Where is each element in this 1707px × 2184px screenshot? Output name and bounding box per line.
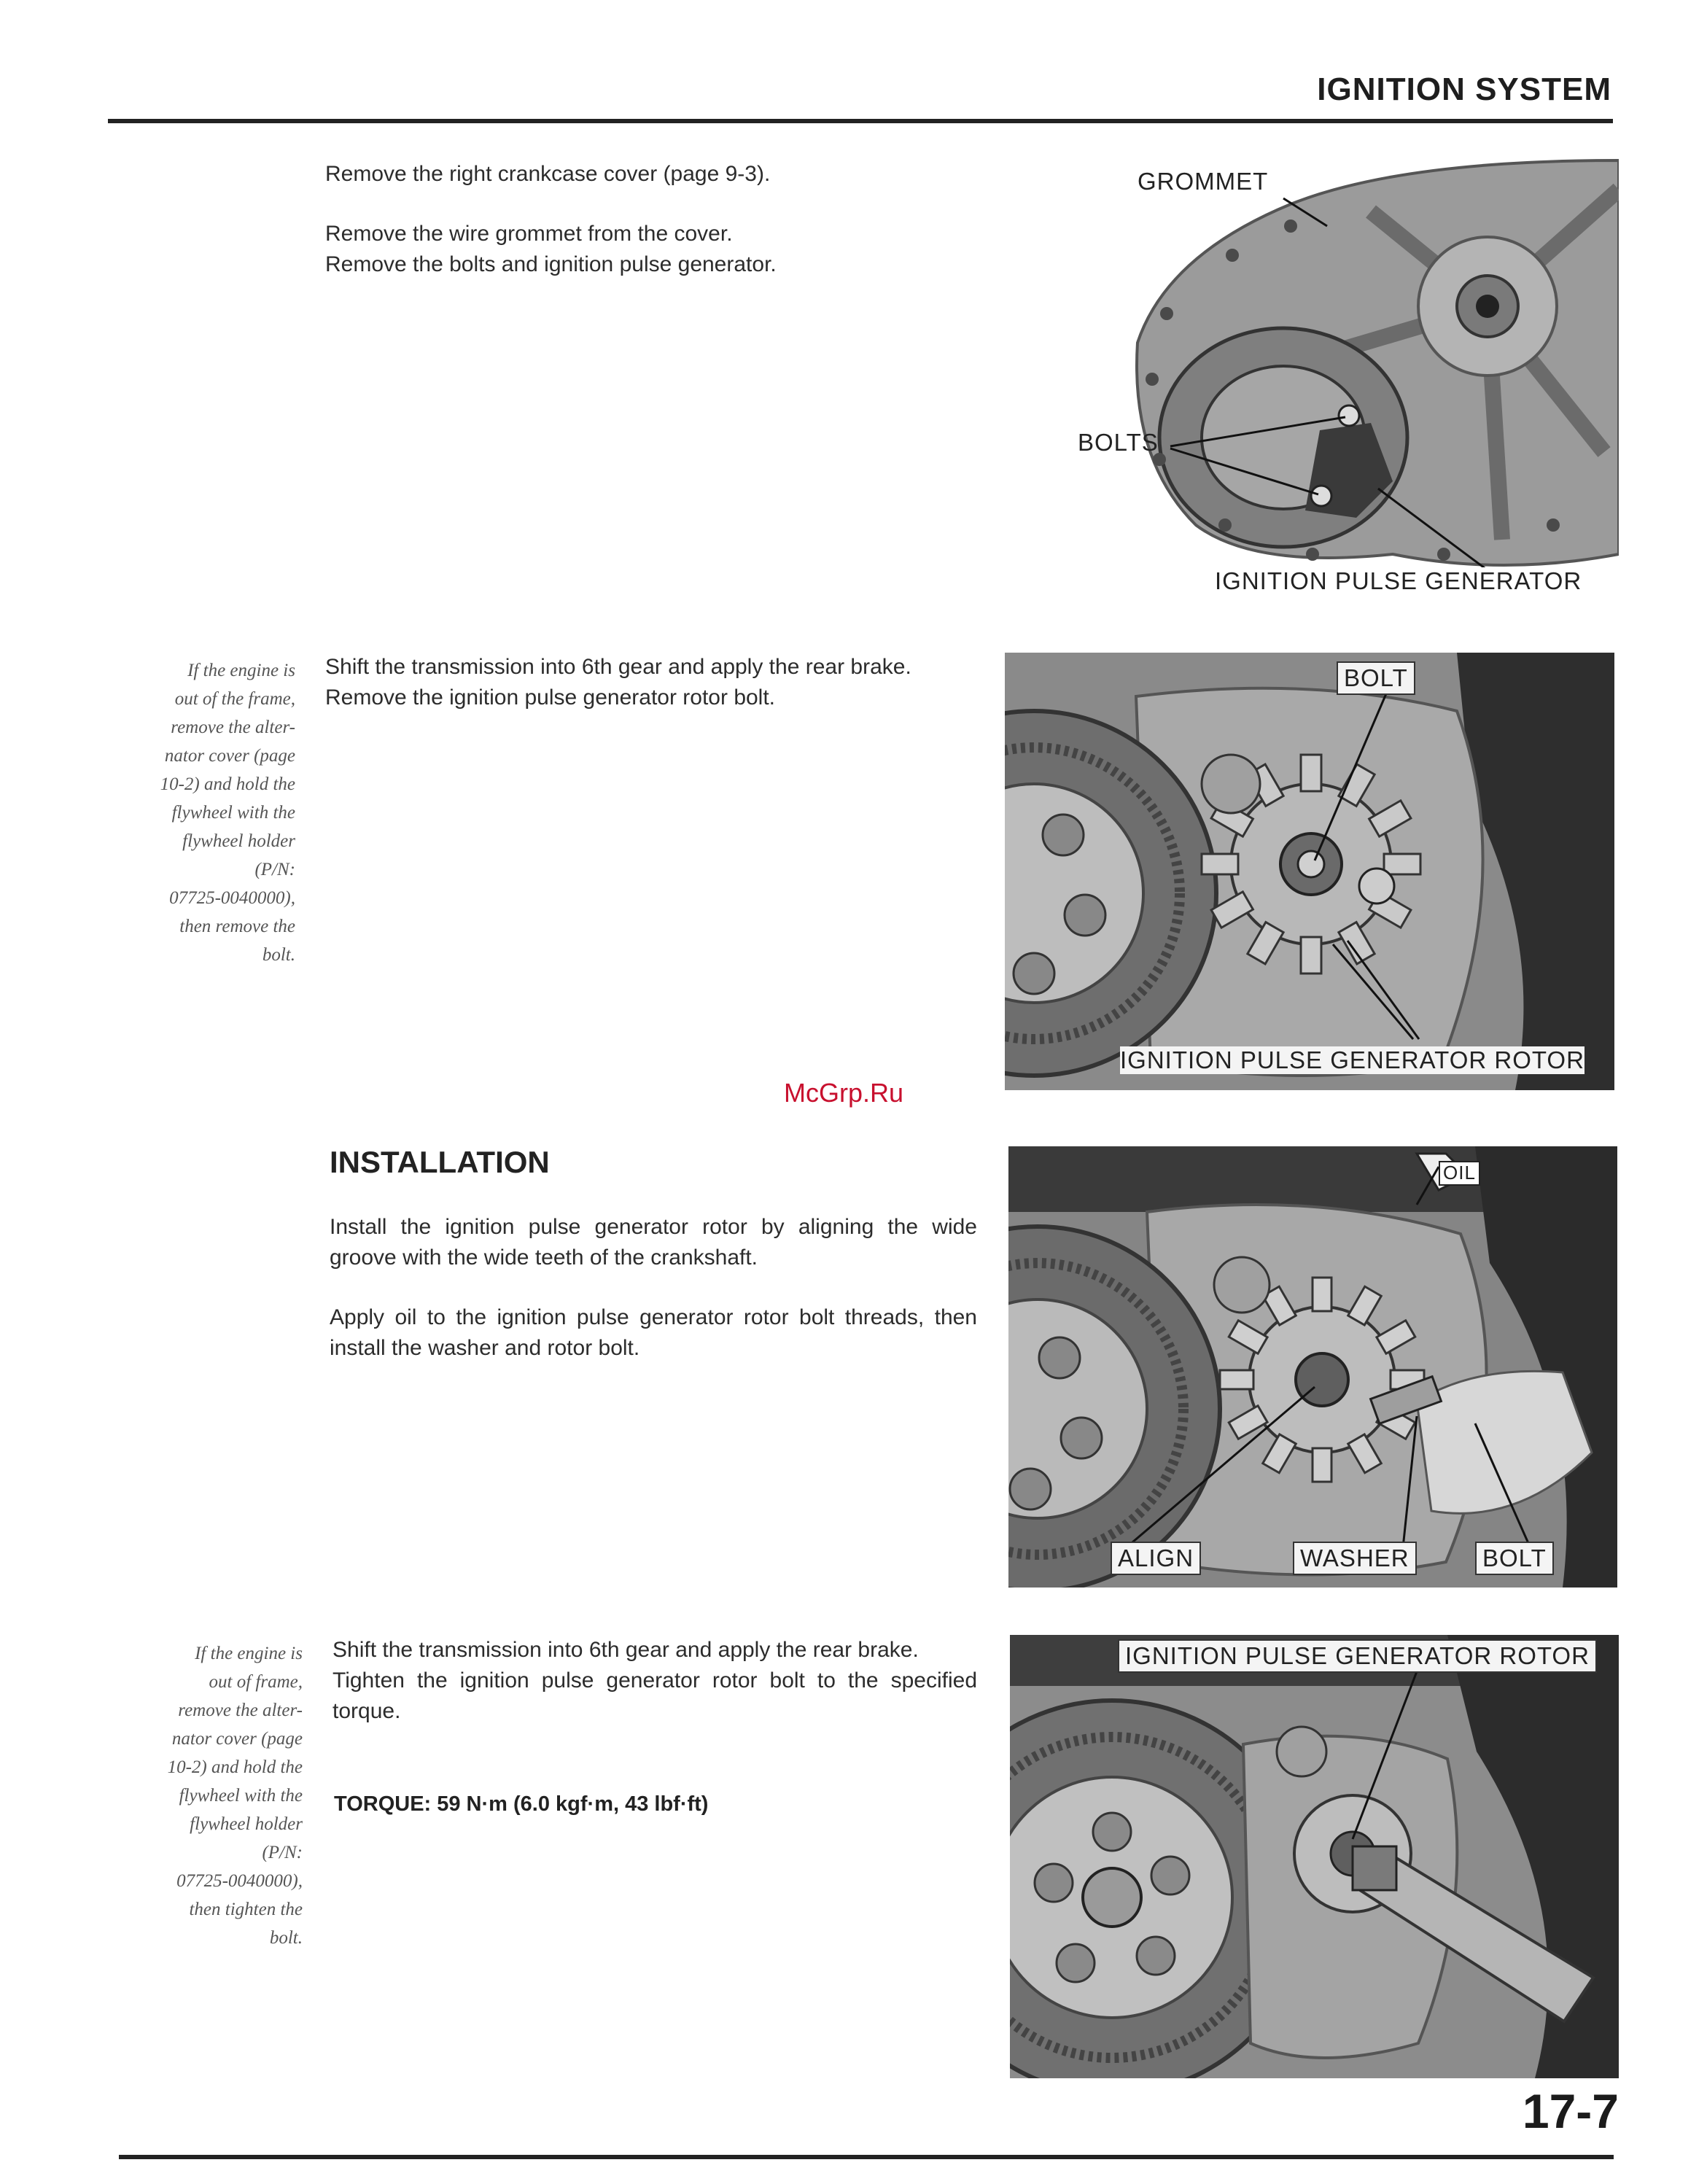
label-torque-rotor: IGNITION PULSE GENERATOR ROTOR xyxy=(1118,1639,1597,1673)
rotor-bolt-photo xyxy=(1005,653,1614,1090)
installation-text xyxy=(330,1212,977,1364)
side-note-line: (P/N: xyxy=(254,860,295,879)
section4-step-tighten-bolt: Tighten the ignition pulse generator rotor bolt to the specified torque. xyxy=(333,1668,977,1723)
side-note-line: remove the alter- xyxy=(171,718,295,737)
label-bolts: BOLTS xyxy=(1078,429,1159,456)
torque-spec: TORQUE: 59 N·m (6.0 kgf·m, 43 lbf·ft) xyxy=(334,1792,709,1816)
section1-step-remove-grommet: Remove the wire grommet from the cover. xyxy=(325,222,733,246)
label-ignition-pulse-generator: IGNITION PULSE GENERATOR xyxy=(1215,567,1582,594)
installation-heading: INSTALLATION xyxy=(330,1145,550,1179)
section2-side-note xyxy=(95,656,295,969)
side-note-line: flywheel holder xyxy=(182,831,295,851)
section4-text xyxy=(333,1635,977,1727)
header-rule xyxy=(108,119,1613,123)
side-note-line: 07725-0040000), xyxy=(176,1871,303,1891)
side-note-line: then tighten the xyxy=(189,1900,303,1919)
side-note-line: 10-2) and hold the xyxy=(167,1757,303,1777)
side-note-line: 10-2) and hold the xyxy=(160,774,295,794)
section1-text xyxy=(325,159,967,280)
side-note-line: 07725-0040000), xyxy=(169,888,295,908)
side-note-line: If the engine is xyxy=(195,1644,303,1663)
rotor-installation-photo xyxy=(1008,1146,1617,1588)
side-note-line: bolt. xyxy=(269,1928,303,1948)
side-note-line: nator cover (page xyxy=(164,746,295,766)
label-washer: WASHER xyxy=(1293,1542,1417,1575)
figure-crankcase-cover xyxy=(1050,146,1619,613)
side-note-line: nator cover (page xyxy=(171,1729,303,1749)
side-note-line: bolt. xyxy=(262,945,295,965)
side-note-line: out of frame, xyxy=(209,1672,303,1692)
figure-rotor-installation xyxy=(1008,1146,1617,1588)
side-note-line: then remove the xyxy=(179,917,295,936)
section2-step-remove-rotor-bolt: Remove the ignition pulse generator rotor bolt. xyxy=(325,685,776,710)
side-note-line: flywheel holder xyxy=(190,1814,303,1834)
side-note-line: out of the frame, xyxy=(174,689,295,709)
section1-step-remove-bolts: Remove the bolts and ignition pulse generator. xyxy=(325,252,777,276)
label-oil: OIL xyxy=(1439,1161,1480,1186)
side-note-line: (P/N: xyxy=(262,1843,303,1862)
label-grommet: GROMMET xyxy=(1138,168,1269,195)
section4-side-note xyxy=(95,1639,303,1952)
section2-text xyxy=(325,652,974,713)
label-ignition-pulse-generator-rotor: IGNITION PULSE GENERATOR ROTOR xyxy=(1120,1046,1584,1073)
label-align: ALIGN xyxy=(1111,1542,1201,1575)
figure-rotor-torque xyxy=(1010,1635,1619,2078)
crankcase-cover-photo xyxy=(1050,146,1619,613)
installation-step-align-rotor: Install the ignition pulse generator rotor by aligning the wide groove with the wide teeth of the crankshaft. xyxy=(330,1215,977,1270)
side-note-line: flywheel with the xyxy=(171,803,295,823)
section2-step-shift-gear: Shift the transmission into 6th gear and apply the rear brake. xyxy=(325,655,911,679)
installation-step-apply-oil: Apply oil to the ignition pulse generator rotor bolt threads, then install the washer and rotor bolt. xyxy=(330,1305,977,1360)
footer-rule xyxy=(119,2155,1614,2159)
section4-step-shift-gear: Shift the transmission into 6th gear and apply the rear brake. xyxy=(333,1638,919,1662)
figure-rotor-bolt xyxy=(1005,653,1614,1090)
side-note-line: If the engine is xyxy=(187,661,295,680)
page-number: 17-7 xyxy=(1522,2084,1619,2138)
label-rotor-bolt: BOLT xyxy=(1337,661,1415,695)
page-header-title: IGNITION SYSTEM xyxy=(1317,71,1611,107)
watermark: McGrp.Ru xyxy=(784,1078,904,1108)
side-note-line: flywheel with the xyxy=(179,1786,303,1806)
section1-step-remove-cover: Remove the right crankcase cover (page 9-3). xyxy=(325,162,771,186)
side-note-line: remove the alter- xyxy=(178,1701,303,1720)
label-installation-bolt: BOLT xyxy=(1475,1542,1554,1575)
rotor-torque-photo xyxy=(1010,1635,1619,2078)
